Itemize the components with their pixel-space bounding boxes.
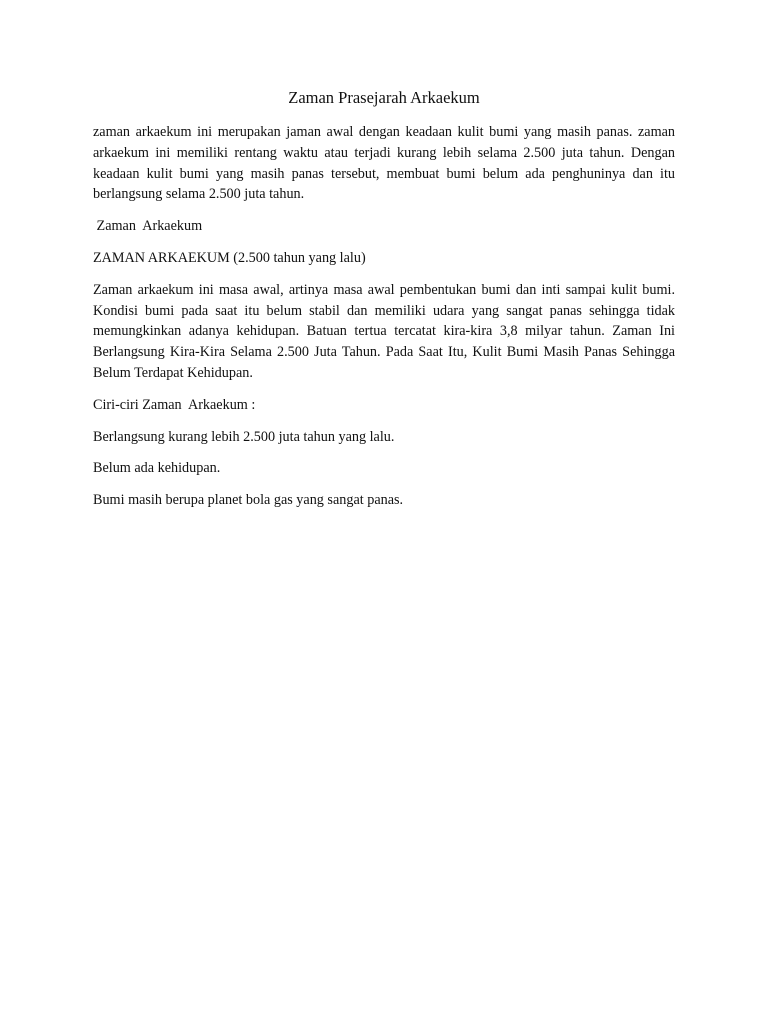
- subheading: Zaman Arkaekum: [93, 218, 203, 235]
- document-page: [93, 86, 675, 522]
- characteristic-item: Belum ada kehidupan.: [93, 460, 221, 477]
- characteristic-item: Berlangsung kurang lebih 2.500 juta tahun yang lalu.: [93, 428, 395, 445]
- characteristic-item: Bumi masih berupa planet bola gas yang sangat panas.: [93, 492, 404, 509]
- caps-heading: ZAMAN ARKAEKUM (2.500 tahun yang lalu): [93, 249, 366, 266]
- intro-paragraph: zaman arkaekum ini merupakan jaman awal dengan keadaan kulit bumi yang masih panas. zaman arkaekum ini memiliki rentang waktu atau terjadi kurang lebih selama 2.500 juta tahun. Dengan keadaan kulit bumi yang masih panas tersebut, membuat bumi belum ada penghuninya dan itu berlangsung selama 2.500 juta tahun.: [93, 124, 675, 203]
- characteristics-heading: Ciri-ciri Zaman Arkaekum :: [93, 396, 256, 413]
- description-paragraph: Zaman arkaekum ini masa awal, artinya masa awal pembentukan bumi dan inti sampai kulit bumi. Kondisi bumi pada saat itu belum stabil dan memiliki udara yang sangat panas sehingga tidak memungkinkan adanya kehidupan. Batuan tertua tercatat kira-kira 3,8 milyar tahun. Zaman Ini Berlangsung Kira-Kira Selama 2.500 Juta Tahun. Pada Saat Itu, Kulit Bumi Masih Panas Sehingga Belum Terdapat Kehidupan.: [93, 281, 675, 381]
- document-title: Zaman Prasejarah Arkaekum: [288, 88, 480, 107]
